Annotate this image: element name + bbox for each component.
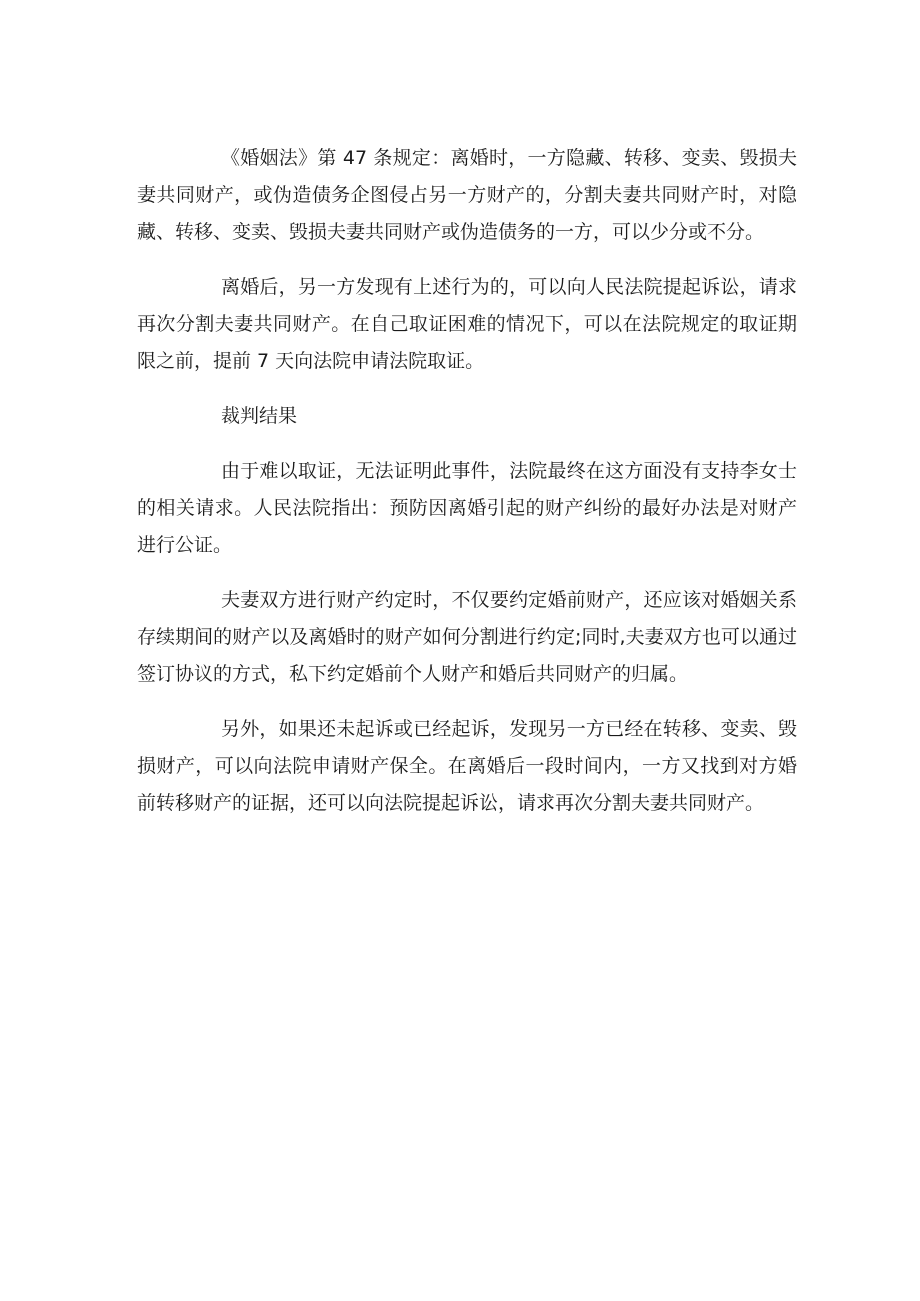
document-body — [137, 140, 797, 840]
section-heading-judgment-result: 裁判结果 — [221, 405, 298, 427]
paragraph-marriage-law-article: 《婚姻法》第 47 条规定：离婚时，一方隐藏、转移、变卖、毁损夫妻共同财产，或伪造债务企图侵占另一方财产的，分割夫妻共同财产时，对隐藏、转移、变卖、毁损夫妻共同财产或伪造债务的一方，可以少分或不分。 — [137, 147, 797, 243]
paragraph-property-agreement: 夫妻双方进行财产约定时，不仅要约定婚前财产，还应该对婚姻关系存续期间的财产以及离婚时的财产如何分割进行约定;同时,夫妻双方也可以通过签订协议的方式，私下约定婚前个人财产和婚后共同财产的归属。 — [137, 589, 797, 685]
paragraph-court-ruling: 由于难以取证，无法证明此事件，法院最终在这方面没有支持李女士的相关请求。人民法院指出：预防因离婚引起的财产纠纷的最好办法是对财产进行公证。 — [137, 460, 797, 556]
paragraph-post-divorce-lawsuit: 离婚后，另一方发现有上述行为的，可以向人民法院提起诉讼，请求再次分割夫妻共同财产。在自己取证困难的情况下，可以在法院规定的取证期限之前，提前 7 天向法院申请法院取证。 — [137, 276, 797, 372]
paragraph-property-preservation: 另外，如果还未起诉或已经起诉，发现另一方已经在转移、变卖、毁损财产，可以向法院申请财产保全。在离婚后一段时间内，一方又找到对方婚前转移财产的证据，还可以向法院提起诉讼，请求再次分割夫妻共同财产。 — [137, 718, 797, 814]
